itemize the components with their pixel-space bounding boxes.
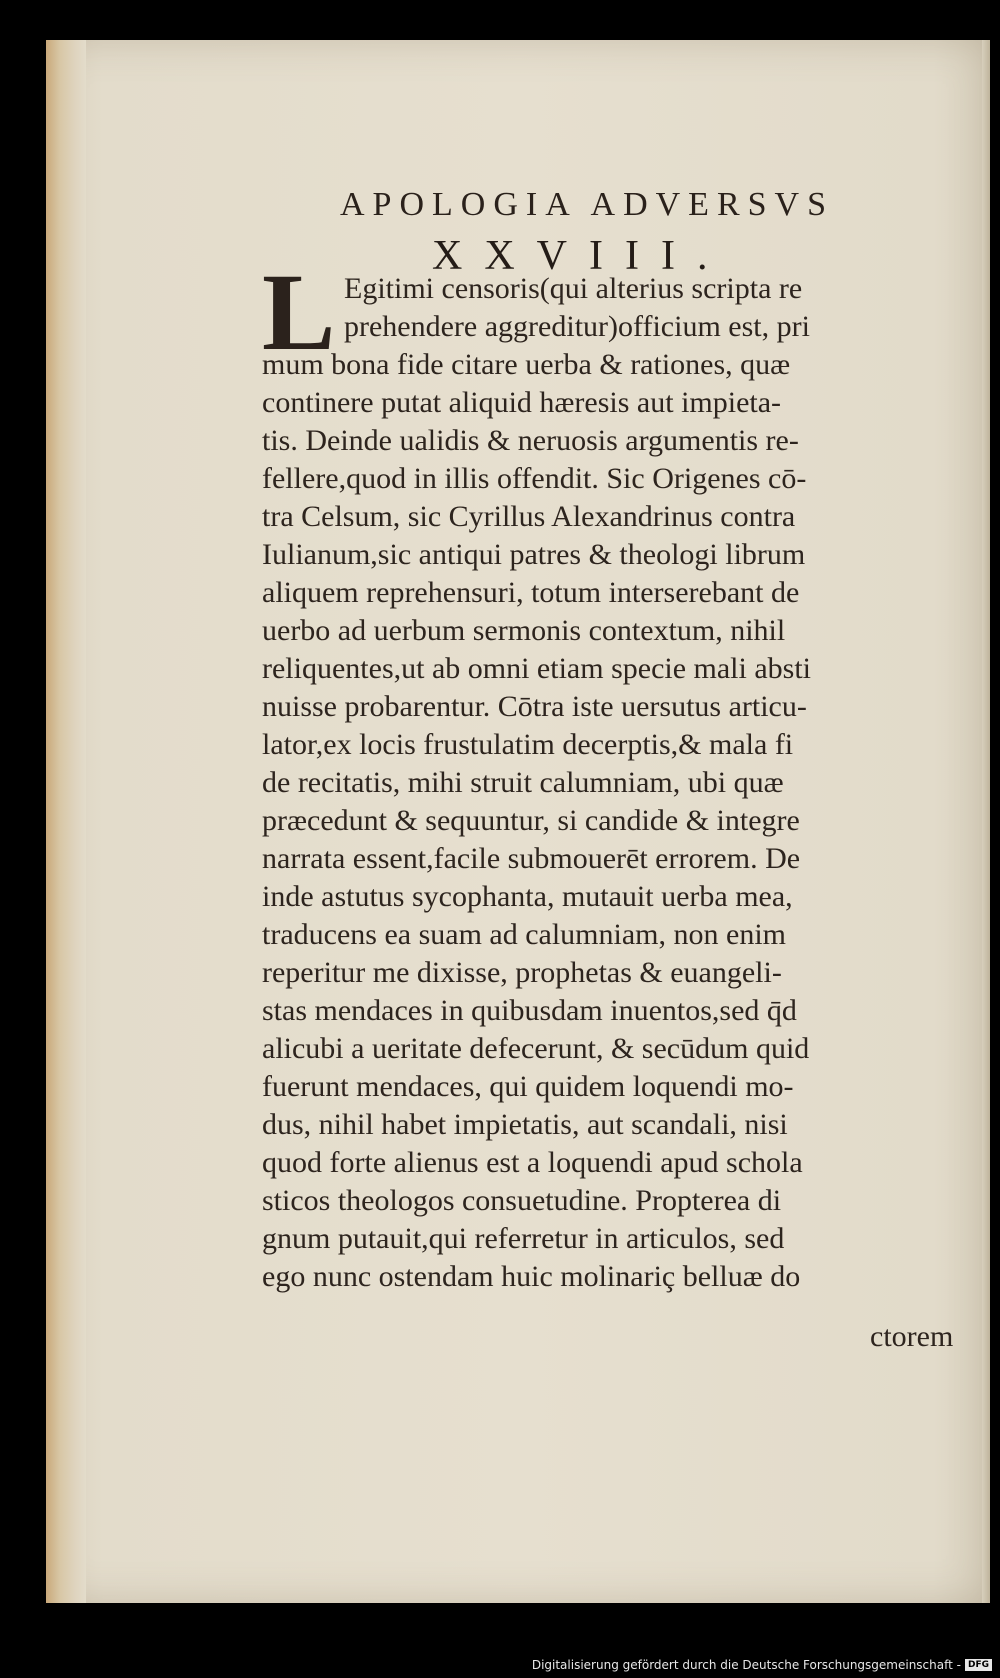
- text-line: prehendere aggreditur)officium est, pri: [344, 310, 810, 343]
- text-line: tis. Deinde ualidis & neruosis argumentis re-: [262, 424, 799, 457]
- catchword: ctorem: [870, 1320, 954, 1353]
- text-line: sticos theologos consuetudine. Propterea di: [262, 1184, 782, 1217]
- footer-credit: [532, 1658, 992, 1672]
- text-line: aliquem reprehensuri, totum interserebant de: [262, 576, 800, 609]
- text-line: gnum putauit,qui referretur in articulos, sed: [262, 1222, 785, 1255]
- drop-cap-initial: L: [262, 251, 336, 373]
- text-line: inde astutus sycophanta, mutauit uerba mea,: [262, 880, 793, 913]
- text-line: reperitur me dixisse, prophetas & euangeli-: [262, 956, 782, 989]
- text-line: narrata essent,facile submouerēt errorem. De: [262, 842, 801, 875]
- chapter-number: XXVIII.: [432, 233, 730, 279]
- text-line: præcedunt & sequuntur, si candide & integre: [262, 804, 800, 837]
- body-text: [262, 270, 942, 1296]
- running-head: APOLOGIA ADVERSVS: [340, 186, 834, 223]
- text-line: nuisse probarentur. Cōtra iste uersutus articu-: [262, 690, 807, 723]
- text-line: mum bona fide citare uerba & rationes, quæ: [262, 348, 791, 381]
- text-line: continere putat aliquid hæresis aut impieta-: [262, 386, 782, 419]
- text-line: alicubi a ueritate defecerunt, & secūdum quid: [262, 1032, 810, 1065]
- page-gutter: [46, 40, 86, 1603]
- text-line: stas mendaces in quibusdam inuentos,sed q̄d: [262, 994, 797, 1027]
- text-line: fellere,quod in illis offendit. Sic Origenes cō-: [262, 462, 807, 495]
- text-line: quod forte alienus est a loquendi apud schola: [262, 1146, 803, 1179]
- dfg-logo: DFG: [965, 1659, 992, 1671]
- text-line: dus, nihil habet impietatis, aut scandali, nisi: [262, 1108, 788, 1141]
- text-line: reliquentes,ut ab omni etiam specie mali absti: [262, 652, 812, 685]
- text-line: tra Celsum, sic Cyrillus Alexandrinus contra: [262, 500, 796, 533]
- text-line: Egitimi censoris(qui alterius scripta re: [344, 272, 803, 305]
- text-line: traducens ea suam ad calumniam, non enim: [262, 918, 786, 951]
- text-line: lator,ex locis frustulatim decerptis,& mala fi: [262, 728, 794, 761]
- text-line: Iulianum,sic antiqui patres & theologi librum: [262, 538, 806, 571]
- text-line: fuerunt mendaces, qui quidem loquendi mo-: [262, 1070, 794, 1103]
- text-line: uerbo ad uerbum sermonis contextum, nihil: [262, 614, 786, 647]
- page-fore-edge: [982, 40, 990, 1603]
- footer-text: Digitalisierung gefördert durch die Deutsche Forschungsgemeinschaft -: [531, 1658, 961, 1672]
- text-line: de recitatis, mihi struit calumniam, ubi quæ: [262, 766, 784, 799]
- text-line: ego nunc ostendam huic molinariç belluæ do: [262, 1260, 801, 1293]
